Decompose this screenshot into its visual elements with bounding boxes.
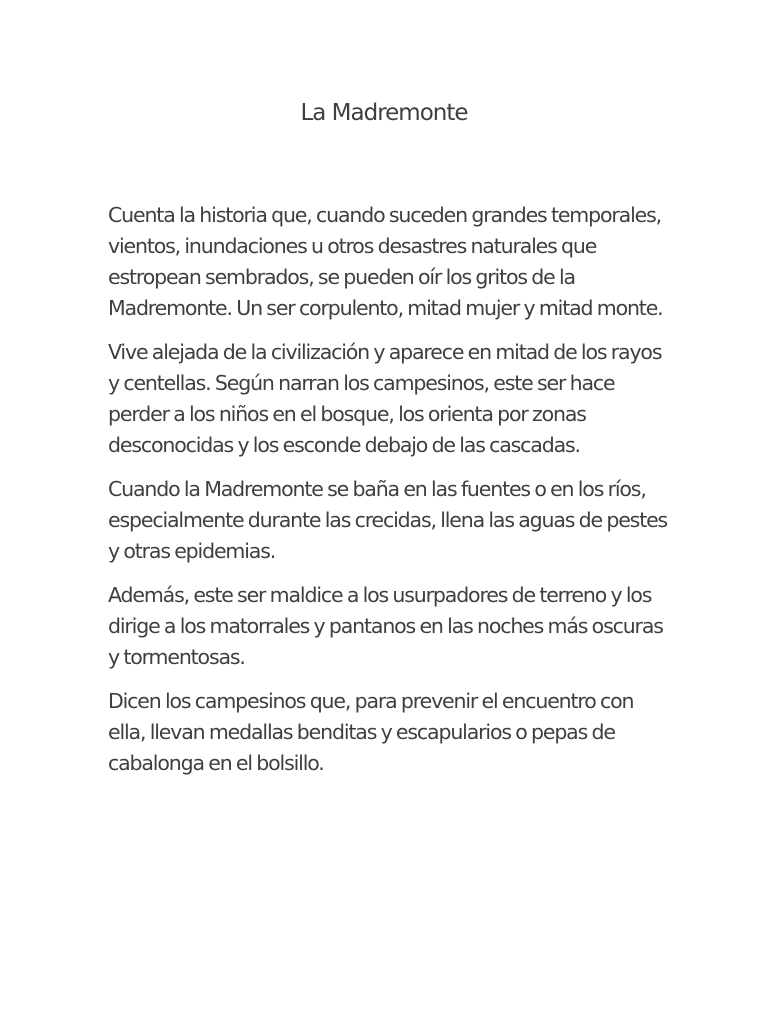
paragraph-3: Cuando la Madremonte se baña en las fuentes o en los ríos, especialmente durante las crecidas, llena las aguas de pestes y otras epidemias.	[108, 477, 668, 563]
paragraph-1: Cuenta la historia que, cuando suceden grandes temporales, vientos, inundaciones u otros desastres naturales que estropean sembrados, se pueden oír los gritos de la Madremonte. Un ser corpulento, mitad mujer y mitad monte.	[108, 203, 663, 320]
paragraph-2: Vive alejada de la civilización y aparece en mitad de los rayos y centellas. Según narran los campesinos, este ser hace perder a los niños en el bosque, los orienta por zonas desconocidas y los esconde debajo de las cascadas.	[108, 340, 662, 457]
document-body	[108, 200, 668, 792]
paragraph-5: Dicen los campesinos que, para prevenir el encuentro con ella, llevan medallas benditas y escapularios o pepas de cabalonga en el bolsillo.	[108, 689, 634, 775]
document-title: La Madremonte	[300, 100, 468, 126]
paragraph-4: Además, este ser maldice a los usurpadores de terreno y los dirige a los matorrales y pantanos en las noches más oscuras y tormentosas.	[108, 583, 663, 669]
